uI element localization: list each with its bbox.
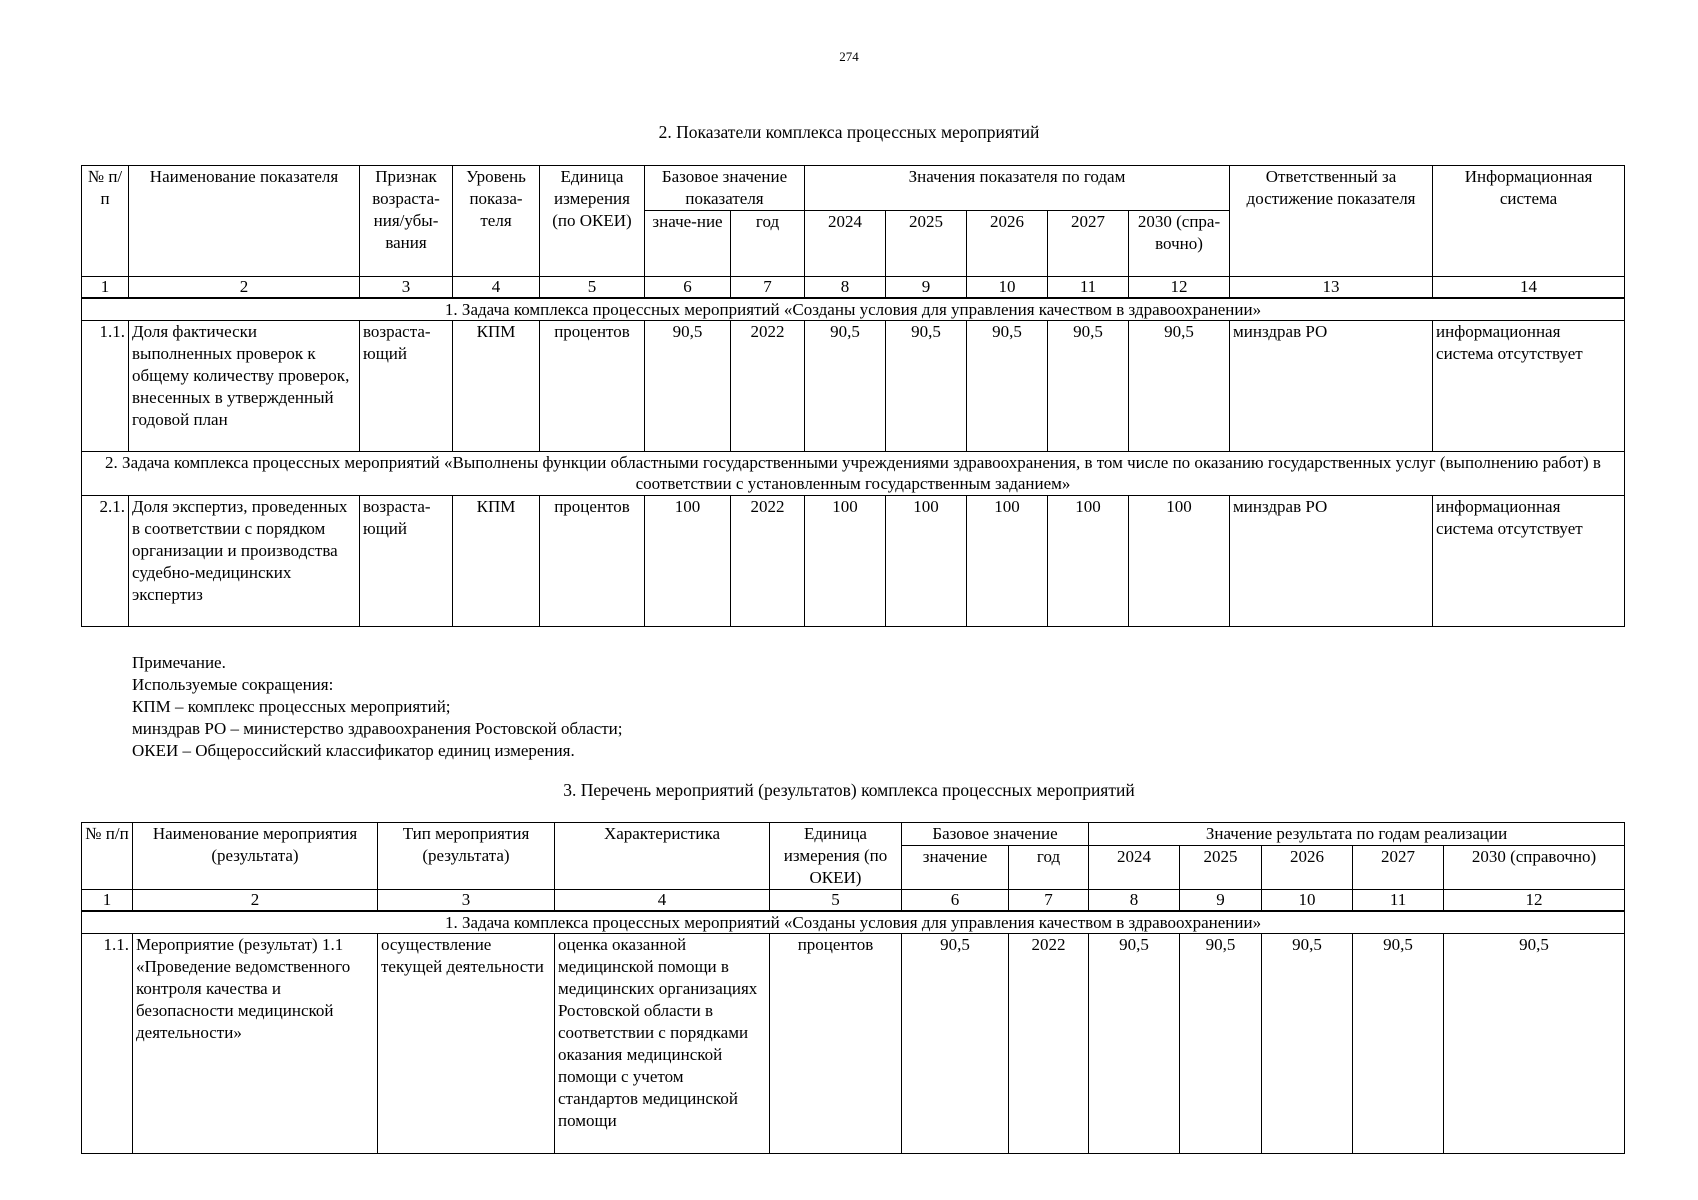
col-number: 9: [886, 277, 967, 299]
header-num: № п/п: [82, 823, 133, 890]
row-2025: 90,5: [1180, 934, 1262, 1154]
header-characteristic: Характеристика: [555, 823, 770, 890]
col-number: 12: [1444, 890, 1625, 912]
row-base-year: 2022: [1009, 934, 1089, 1154]
note-kpm: КПМ – комплекс процессных мероприятий;: [132, 697, 451, 716]
col-number: 1: [82, 277, 129, 299]
col-number: 11: [1353, 890, 1444, 912]
header-2027: 2027: [1353, 846, 1444, 890]
row-2030: 90,5: [1129, 321, 1230, 452]
row-level: КПМ: [453, 496, 540, 627]
column-number-row: [82, 890, 1625, 912]
col-number: 7: [731, 277, 805, 299]
header-2025: 2025: [1180, 846, 1262, 890]
row-trend: возраста-ющий: [360, 321, 453, 452]
header-2024: 2024: [805, 211, 886, 277]
row-unit: процентов: [540, 321, 645, 452]
col-number: 7: [1009, 890, 1089, 912]
column-number-row: [82, 277, 1625, 299]
row-2026: 90,5: [1262, 934, 1353, 1154]
row-responsible: минздрав РО: [1230, 321, 1433, 452]
header-base: Базовое значение показателя: [645, 166, 805, 211]
header-values-by-year: Значения показателя по годам: [805, 166, 1230, 211]
col-number: 10: [967, 277, 1048, 299]
header-base-value: значе-ние: [645, 211, 731, 277]
row-unit: процентов: [770, 934, 902, 1154]
header-2030: 2030 (справочно): [1444, 846, 1625, 890]
header-base-value: значение: [902, 846, 1009, 890]
header-num: № п/п: [82, 166, 129, 277]
row-info-system: информационная система отсутствует: [1433, 321, 1625, 452]
measures-table: [81, 822, 1625, 1154]
row-responsible: минздрав РО: [1230, 496, 1433, 627]
col-number: 8: [1089, 890, 1180, 912]
col-number: 4: [453, 277, 540, 299]
row-num: 2.1.: [82, 496, 129, 627]
col-number: 2: [133, 890, 378, 912]
header-2027: 2027: [1048, 211, 1129, 277]
task-1-heading: 1. Задача комплекса процессных мероприятий «Созданы условия для управления качеством в здравоохранении»: [82, 298, 1625, 321]
col-number: 6: [645, 277, 731, 299]
row-base-year: 2022: [731, 321, 805, 452]
row-trend: возраста-ющий: [360, 496, 453, 627]
col-number: 11: [1048, 277, 1129, 299]
row-base-value: 90,5: [902, 934, 1009, 1154]
page-number: 274: [839, 49, 859, 64]
row-2024: 90,5: [805, 321, 886, 452]
header-level: Уровень показа-теля: [453, 166, 540, 277]
row-unit: процентов: [540, 496, 645, 627]
header-base-year: год: [731, 211, 805, 277]
indicators-table: [81, 165, 1625, 627]
header-2026: 2026: [1262, 846, 1353, 890]
col-number: 4: [555, 890, 770, 912]
row-2027: 100: [1048, 496, 1129, 627]
row-2024: 100: [805, 496, 886, 627]
col-number: 3: [360, 277, 453, 299]
col-number: 10: [1262, 890, 1353, 912]
col-number: 12: [1129, 277, 1230, 299]
row-num: 1.1.: [82, 321, 129, 452]
col-number: 3: [378, 890, 555, 912]
col-number: 8: [805, 277, 886, 299]
header-2030: 2030 (спра-вочно): [1129, 211, 1230, 277]
row-name: Доля экспертиз, проведенных в соответствии с порядком организации и производства судебно-медицинских экспертиз: [129, 496, 360, 627]
row-base-year: 2022: [731, 496, 805, 627]
note-title: Примечание.: [132, 653, 226, 672]
header-2026: 2026: [967, 211, 1048, 277]
header-name: Наименование показателя: [129, 166, 360, 277]
col-number: 2: [129, 277, 360, 299]
table-row: [82, 496, 1625, 627]
row-name: Мероприятие (результат) 1.1 «Проведение ведомственного контроля качества и безопасности медицинской деятельности»: [133, 934, 378, 1154]
table-row: [82, 934, 1625, 1154]
row-base-value: 90,5: [645, 321, 731, 452]
task-1-heading: 1. Задача комплекса процессных мероприятий «Созданы условия для управления качеством в здравоохранении»: [82, 911, 1625, 934]
row-2026: 90,5: [967, 321, 1048, 452]
row-characteristic: оценка оказанной медицинской помощи в медицинских организациях Ростовской области в соответствии с порядками оказания медицинской помощи с учетом стандартов медицинской помощи: [555, 934, 770, 1154]
header-trend: Признак возраста-ния/убы-вания: [360, 166, 453, 277]
row-info-system: информационная система отсутствует: [1433, 496, 1625, 627]
header-info-system: Информационная система: [1433, 166, 1625, 277]
row-2030: 90,5: [1444, 934, 1625, 1154]
row-num: 1.1.: [82, 934, 133, 1154]
col-number: 9: [1180, 890, 1262, 912]
header-base-year: год: [1009, 846, 1089, 890]
abbreviations-note: [132, 652, 623, 762]
row-2024: 90,5: [1089, 934, 1180, 1154]
note-okei: ОКЕИ – Общероссийский классификатор единиц измерения.: [132, 741, 575, 760]
row-2027: 90,5: [1048, 321, 1129, 452]
col-number: 6: [902, 890, 1009, 912]
col-number: 1: [82, 890, 133, 912]
col-number: 5: [540, 277, 645, 299]
header-2025: 2025: [886, 211, 967, 277]
note-abbr-title: Используемые сокращения:: [132, 675, 334, 694]
col-number: 14: [1433, 277, 1625, 299]
table-row: [82, 321, 1625, 452]
header-base: Базовое значение: [902, 823, 1089, 846]
row-type: осуществление текущей деятельности: [378, 934, 555, 1154]
note-minzdrav: минздрав РО – министерство здравоохранения Ростовской области;: [132, 719, 623, 738]
col-number: 13: [1230, 277, 1433, 299]
header-name: Наименование мероприятия (результата): [133, 823, 378, 890]
section2-title: 2. Показатели комплекса процессных мероприятий: [658, 122, 1040, 142]
task-2-heading: 2. Задача комплекса процессных мероприятий «Выполнены функции областными государственными учреждениями здравоохранения, в том числе по оказанию государственных услуг (выполнению работ) в соответствии с установленным государственным заданием»: [82, 452, 1625, 496]
row-2025: 90,5: [886, 321, 967, 452]
header-2024: 2024: [1089, 846, 1180, 890]
col-number: 5: [770, 890, 902, 912]
header-unit: Единица измерения (по ОКЕИ): [540, 166, 645, 277]
section3-title: 3. Перечень мероприятий (результатов) комплекса процессных мероприятий: [563, 780, 1135, 800]
row-level: КПМ: [453, 321, 540, 452]
row-2025: 100: [886, 496, 967, 627]
header-unit: Единица измерения (по ОКЕИ): [770, 823, 902, 890]
row-2026: 100: [967, 496, 1048, 627]
header-responsible: Ответственный за достижение показателя: [1230, 166, 1433, 277]
header-values-by-year: Значение результата по годам реализации: [1089, 823, 1625, 846]
row-2030: 100: [1129, 496, 1230, 627]
row-name: Доля фактически выполненных проверок к общему количеству проверок, внесенных в утвержденный годовой план: [129, 321, 360, 452]
row-base-value: 100: [645, 496, 731, 627]
header-type: Тип мероприятия (результата): [378, 823, 555, 890]
row-2027: 90,5: [1353, 934, 1444, 1154]
